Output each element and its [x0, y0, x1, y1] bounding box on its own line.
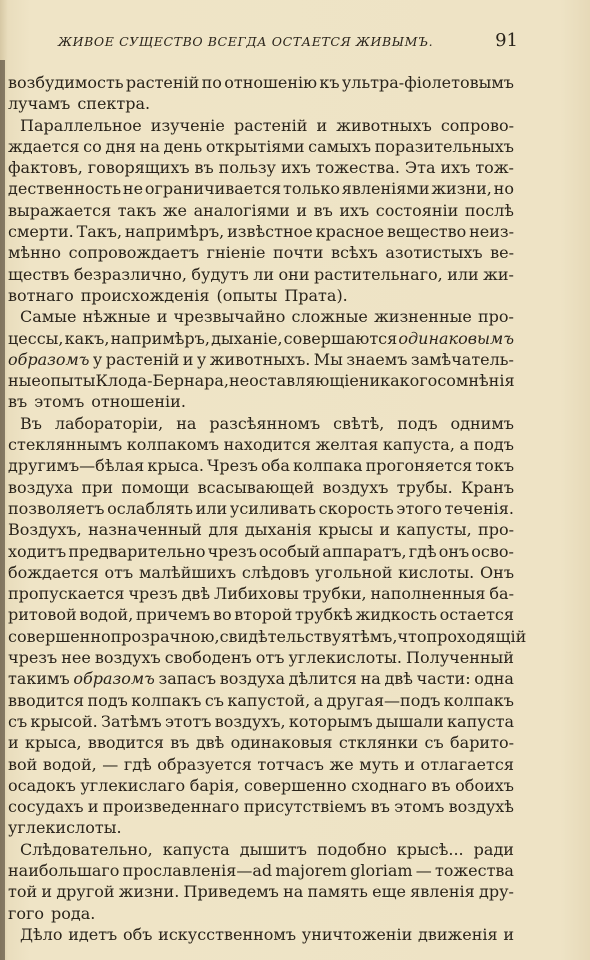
running-head: ЖИВОЕ СУЩЕСТВО ВСЕГДА ОСТАЕТСЯ ЖИВЫМЪ.: [58, 34, 434, 49]
text-line: гого рода.: [8, 903, 96, 923]
text-line: Въ лабораторіи, на разсѣянномъ свѣтѣ, подъ однимъ: [20, 413, 514, 433]
text-line: смерти. Такъ, напримѣръ, извѣстное красное вещество неиз-: [8, 222, 514, 242]
text-line: стекляннымъ колпакомъ находится желтая капуста, а подъ: [8, 435, 514, 455]
text-line: ритовой водой, причемъ во второй трубкѣ жидкость остается: [8, 605, 514, 625]
text-line: лучамъ спектра.: [8, 94, 151, 114]
text-line: вой водой, — гдѣ образуется тотчасъ же муть и отлагается: [8, 754, 514, 774]
text-line: осадокъ углекислаго барія, совершенно сходнаго въ обоихъ: [8, 775, 514, 795]
page-binding-shadow: [0, 60, 5, 960]
text-line: ждается со дня на день открытіями самыхъ поразительныхъ: [8, 136, 514, 156]
text-line: Воздухъ, назначенный для дыханія крысы и капусты, про-: [8, 520, 514, 540]
text-line: цессы, какъ, напримѣръ, дыханіе, совершаются одинаковымъ: [8, 328, 514, 348]
text-line: ные опыты Клода-Бернара, не оставляющіе никакого сомнѣнія: [8, 371, 515, 391]
body-text: [8, 72, 527, 945]
text-line: пропускается чрезъ двѣ Либиховы трубки, наполненныя ба-: [8, 584, 514, 604]
text-line: дественность не ограничивается только явленіями жизни, но: [8, 179, 514, 199]
text-line: вотнаго происхожденія (опыты Прата).: [8, 285, 348, 305]
text-line: другимъ—бѣлая крыса. Чрезъ оба колпака прогоняется токъ: [8, 456, 514, 476]
text-line: Самые нѣжные и чрезвычайно сложные жизненные про-: [20, 307, 514, 327]
text-line: съ крысой. Затѣмъ этотъ воздухъ, которымъ дышали капуста: [8, 711, 514, 731]
text-line: и крыса, вводится въ двѣ одинаковыя стклянки съ барито-: [8, 733, 514, 753]
text-line: Слѣдовательно, капуста дышитъ подобно крысѣ... ради: [20, 839, 514, 859]
text-line: въ этомъ отношеніи.: [8, 392, 186, 412]
text-line: углекислоты.: [8, 818, 122, 838]
text-line: Параллельное изученіе растеній и животныхъ сопрово-: [20, 115, 514, 135]
text-line: наибольшаго прославленія—ad majorem gloriam — тожества: [8, 860, 514, 880]
page-number: 91: [495, 30, 518, 51]
text-line: ществъ безразлично, будутъ ли они растительнаго, или жи-: [8, 264, 514, 284]
text-line: такимъ образомъ запасъ воздуха дѣлится на двѣ части: одна: [8, 669, 514, 689]
text-line: ходитъ предварительно чрезъ особый аппаратъ, гдѣ онъ осво-: [8, 541, 514, 561]
text-line: совершенно прозрачною, свидѣтельствуя тѣмъ, что проходящій: [8, 626, 527, 646]
text-line: той и другой жизни. Приведемъ на память еще явленія дру-: [8, 882, 514, 902]
text-line: Дѣло идетъ объ искусственномъ уничтоженіи движенія и: [20, 924, 514, 944]
text-line: сосудахъ и произведеннаго присутствіемъ въ этомъ воздухѣ: [8, 797, 514, 817]
text-line: чрезъ нее воздухъ свободенъ отъ углекислоты. Полученный: [8, 648, 514, 668]
text-line: возбудимость растеній по отношенію къ ультра-фіолетовымъ: [8, 73, 514, 92]
page-header: [58, 30, 518, 54]
text-line: бождается отъ малѣйшихъ слѣдовъ угольной кислоты. Онъ: [8, 562, 514, 582]
text-line: вводится подъ колпакъ съ капустой, а другая—подъ колпакъ: [8, 690, 514, 710]
text-line: воздуха при помощи всасывающей воздухъ трубы. Кранъ: [8, 477, 514, 497]
text-line: фактовъ, говорящихъ въ пользу ихъ тожества. Эта ихъ тож-: [8, 158, 514, 178]
text-line: позволяетъ ослаблять или усиливать скорость этого теченія.: [8, 498, 514, 518]
text-line: мѣнно сопровождаетъ гніеніе почти всѣхъ азотистыхъ ве-: [8, 243, 514, 263]
text-line: выражается такъ же аналогіями и въ ихъ состояніи послѣ: [8, 200, 514, 220]
text-line: образомъ у растеній и у животныхъ. Мы знаемъ замѣчатель-: [8, 349, 514, 369]
